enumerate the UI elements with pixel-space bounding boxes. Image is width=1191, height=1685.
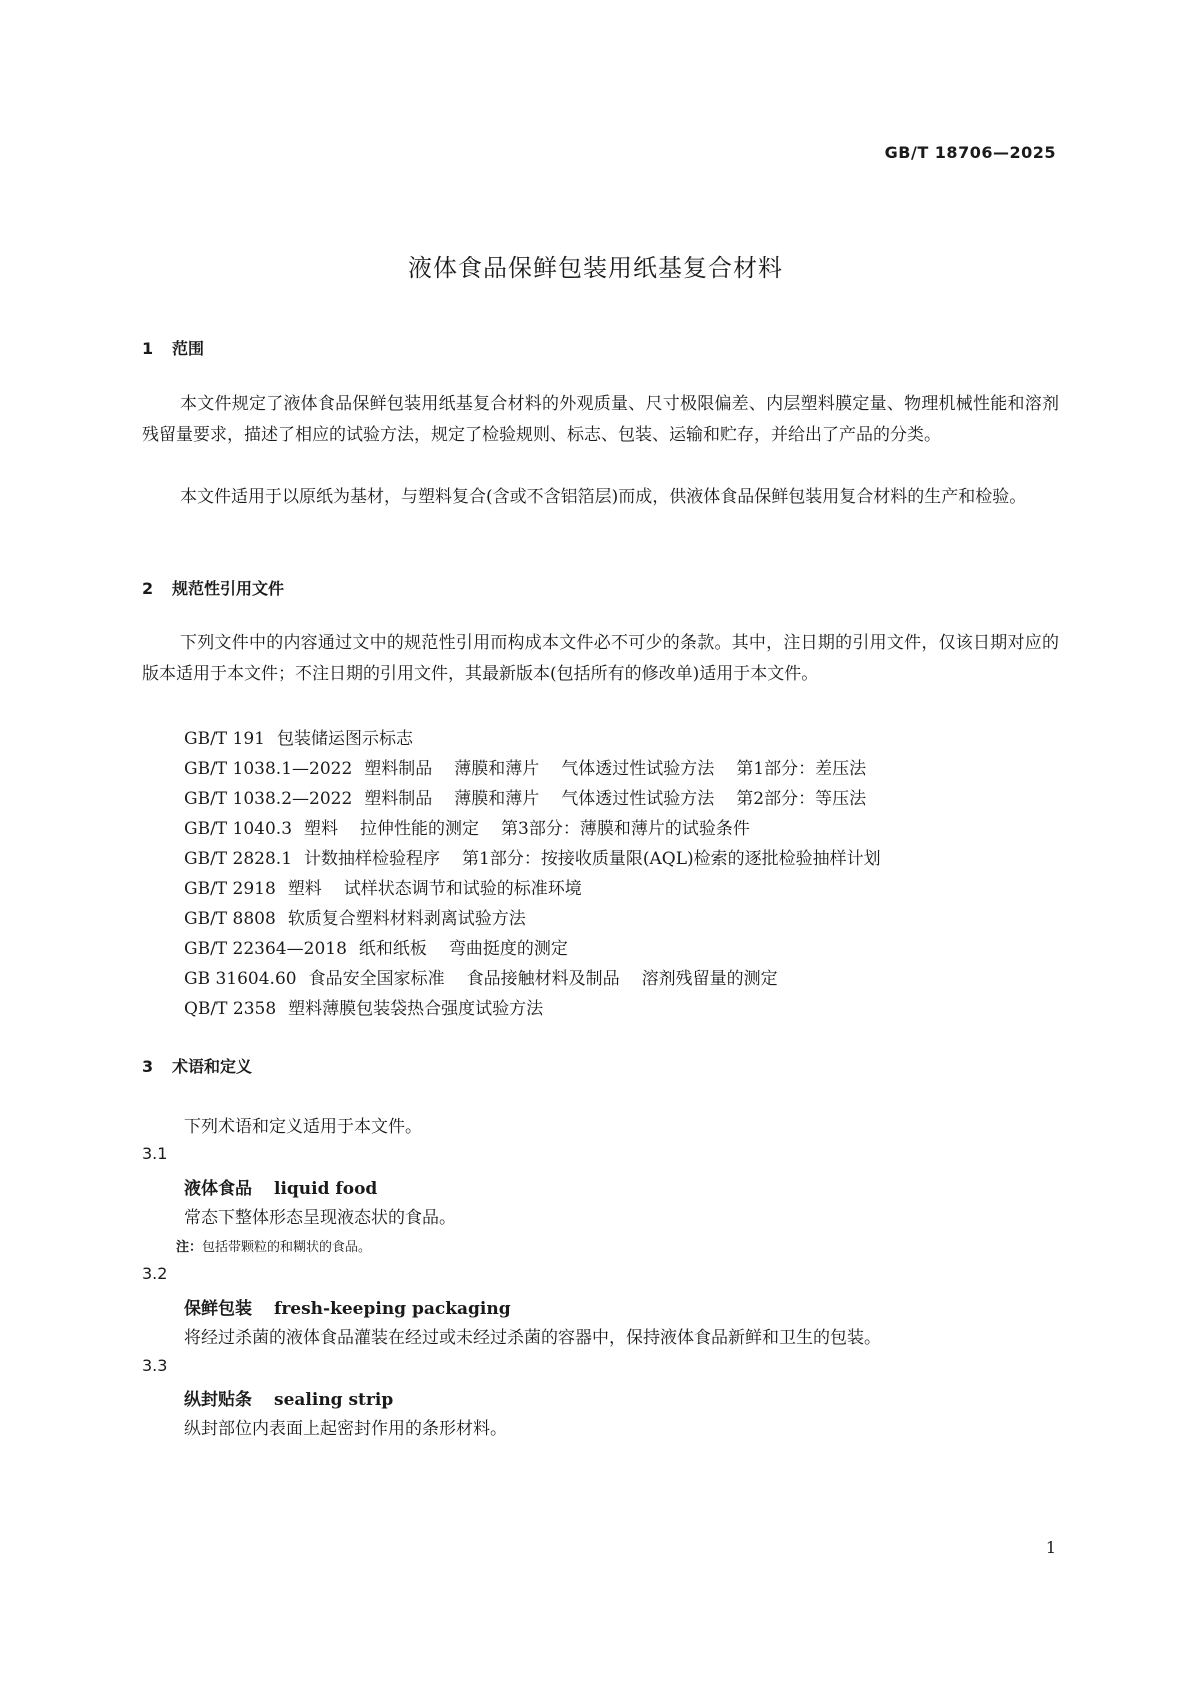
reference-code: GB/T 191 (184, 729, 265, 749)
section-number: 3 (142, 1057, 154, 1076)
term-number: 3.2 (142, 1264, 168, 1283)
term-number: 3.1 (142, 1144, 168, 1163)
reference-title: 塑料 (304, 819, 339, 839)
reference-code: GB/T 8808 (184, 909, 276, 929)
term-number: 3.3 (142, 1356, 168, 1375)
reference-title: 包装储运图示标志 (277, 729, 413, 749)
reference-title: 纸和纸板 (358, 939, 427, 959)
section-number: 1 (142, 339, 154, 358)
reference-title: 软质复合塑料材料剥离试验方法 (287, 909, 526, 929)
reference-title: 第1部分：按接收质量限(AQL)检索的逐批检验抽样计划 (462, 849, 881, 869)
section-title: 术语和定义 (172, 1057, 253, 1076)
reference-title: 塑料 (287, 879, 322, 899)
section-3-heading (142, 1054, 252, 1077)
section-1-paragraph-2: 本文件适用于以原纸为基材，与塑料复合(含或不含铝箔层)而成，供液体食品保鲜包装用复合材料的生产和检验。 (180, 487, 1027, 507)
reference-code: GB/T 1038.1—2022 (184, 759, 353, 779)
reference-title: 薄膜和薄片 (454, 789, 540, 809)
reference-title: 塑料制品 (364, 759, 433, 779)
reference-title: 塑料薄膜包装袋热合强度试验方法 (288, 999, 544, 1019)
page-number: 1 (1045, 1538, 1056, 1557)
reference-title: 气体透过性试验方法 (561, 789, 715, 809)
term-definition: 常态下整体形态呈现液态状的食品。 (184, 1208, 456, 1228)
reference-title: 第2部分：等压法 (736, 789, 867, 809)
term-english: liquid food (274, 1179, 378, 1199)
reference-item (184, 874, 604, 899)
reference-code: GB/T 1040.3 (184, 819, 293, 839)
reference-item (184, 844, 903, 869)
reference-title: 塑料制品 (364, 789, 433, 809)
reference-title: 气体透过性试验方法 (561, 759, 715, 779)
term-chinese: 液体食品 (184, 1179, 252, 1199)
section-title: 规范性引用文件 (172, 579, 285, 598)
note-label: 注： (176, 1240, 203, 1255)
term-note (176, 1236, 371, 1255)
reference-title: 试样状态调节和试验的标准环境 (343, 879, 582, 899)
reference-code: GB/T 22364—2018 (184, 939, 347, 959)
section-1-paragraph-1: 本文件规定了液体食品保鲜包装用纸基复合材料的外观质量、尺寸极限偏差、内层塑料膜定量、物理机械性能和溶剂残留量要求，描述了相应的试验方法，规定了检验规则、标志、包装、运输和贮存，并给出了产品的分类。 (142, 394, 1059, 445)
term-heading (184, 1294, 511, 1319)
term-heading (184, 1174, 377, 1199)
reference-item (184, 964, 800, 989)
term-definition: 纵封部位内表面上起密封作用的条形材料。 (184, 1419, 507, 1439)
reference-item (184, 754, 888, 779)
reference-item (184, 904, 548, 929)
reference-item (184, 724, 435, 749)
reference-code: GB/T 2918 (184, 879, 276, 899)
reference-title: 计数抽样检验程序 (304, 849, 441, 869)
reference-title: 溶剂残留量的测定 (641, 969, 778, 989)
section-title: 范围 (172, 339, 205, 358)
section-number: 2 (142, 579, 154, 598)
standard-number: GB/T 18706—2025 (884, 143, 1056, 162)
reference-code: GB/T 1038.2—2022 (184, 789, 353, 809)
reference-item (184, 934, 590, 959)
reference-title: 薄膜和薄片 (454, 759, 540, 779)
reference-title: 第3部分：薄膜和薄片的试验条件 (501, 819, 750, 839)
section-3-intro: 下列术语和定义适用于本文件。 (184, 1117, 422, 1137)
reference-title: 拉伸性能的测定 (360, 819, 480, 839)
note-text: 包括带颗粒的和糊状的食品。 (202, 1240, 372, 1255)
reference-title: 弯曲挺度的测定 (448, 939, 568, 959)
term-english: sealing strip (274, 1390, 394, 1410)
reference-code: QB/T 2358 (184, 999, 277, 1019)
reference-code: GB 31604.60 (184, 969, 297, 989)
section-2-paragraph-1: 下列文件中的内容通过文中的规范性引用而构成本文件必不可少的条款。其中，注日期的引用文件，仅该日期对应的版本适用于本文件；不注日期的引用文件，其最新版本(包括所有的修改单)适用于本文件。 (142, 633, 1059, 684)
reference-title: 食品接触材料及制品 (466, 969, 620, 989)
document-title: 液体食品保鲜包装用纸基复合材料 (408, 254, 783, 282)
reference-item (184, 814, 772, 839)
term-chinese: 纵封贴条 (184, 1390, 252, 1410)
reference-code: GB/T 2828.1 (184, 849, 293, 869)
reference-item (184, 784, 888, 809)
term-heading (184, 1385, 393, 1410)
reference-title: 食品安全国家标准 (308, 969, 445, 989)
reference-title: 第1部分：差压法 (736, 759, 867, 779)
reference-item (184, 994, 565, 1019)
term-definition: 将经过杀菌的液体食品灌装在经过或未经过杀菌的容器中，保持液体食品新鲜和卫生的包装。 (184, 1328, 881, 1348)
section-2-heading (142, 576, 284, 599)
term-english: fresh-keeping packaging (274, 1299, 511, 1319)
term-chinese: 保鲜包装 (184, 1299, 252, 1319)
section-1-heading (142, 336, 204, 359)
